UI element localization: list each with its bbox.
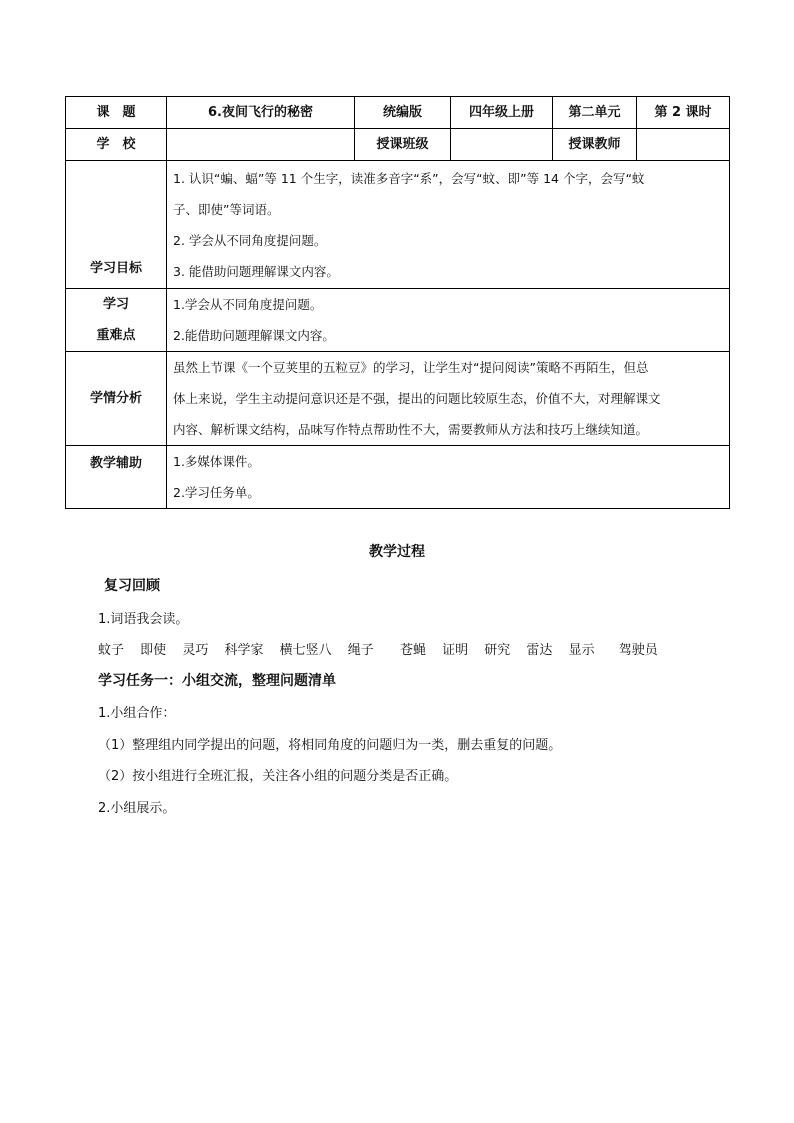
lesson-title: 6.夜间飞行的秘密 xyxy=(167,97,355,129)
class-value xyxy=(451,129,553,161)
class-label: 授课班级 xyxy=(355,129,451,161)
task1-sub1: （1）整理组内同学提出的问题，将相同角度的问题归为一类，删去重复的问题。 xyxy=(98,738,562,753)
unit: 第二单元 xyxy=(553,97,637,129)
aids-label: 教学辅助 xyxy=(66,446,167,509)
word: 蚊子 xyxy=(98,643,125,658)
key-points-content xyxy=(167,289,730,352)
word: 绳子 xyxy=(347,643,374,658)
aid-line: 1.多媒体课件。 xyxy=(173,454,260,469)
objective-line: 1. 认识“蝙、蝠”等 11 个生字，读准多音字“系”，会写“蚊、即”等 14 个字，会写“蚊 xyxy=(173,170,645,186)
word: 研究 xyxy=(484,643,511,658)
word: 灵巧 xyxy=(182,643,209,658)
period: 第 2 课时 xyxy=(637,97,730,129)
aids-row xyxy=(66,446,730,509)
word: 横七竖八 xyxy=(279,643,332,658)
edition: 统编版 xyxy=(355,97,451,129)
word: 雷达 xyxy=(526,643,553,658)
aid-line: 2.学习任务单。 xyxy=(173,485,260,500)
school-value xyxy=(167,129,355,161)
school-label: 学 校 xyxy=(66,129,167,161)
objectives-content xyxy=(167,161,730,289)
analysis-content xyxy=(167,352,730,446)
word: 苍蝇 xyxy=(399,643,426,658)
objective-line: 2. 学会从不同角度提问题。 xyxy=(173,232,327,248)
word: 驾驶员 xyxy=(618,643,658,658)
teacher-value xyxy=(637,129,730,161)
analysis-line: 内容、解析课文结构，品味写作特点帮助性不大，需要教师从方法和技巧上继续知道。 xyxy=(173,422,649,437)
header-row xyxy=(66,97,730,129)
process-title: 教学过程 xyxy=(369,544,425,560)
word-list xyxy=(98,639,670,658)
analysis-label: 学情分析 xyxy=(66,352,167,446)
aids-content xyxy=(167,446,730,509)
key-point-line: 1.学会从不同角度提问题。 xyxy=(173,297,323,312)
analysis-line: 体上来说，学生主动提问意识还是不强，提出的问题比较原生态，价值不大，对理解课文 xyxy=(173,391,661,406)
objectives-row xyxy=(66,161,730,289)
key-points-label-line2: 重难点 xyxy=(96,328,136,343)
review-item: 1.词语我会读。 xyxy=(98,612,189,627)
analysis-line: 虽然上节课《一个豆荚里的五粒豆》的学习，让学生对“提问阅读”策略不再陌生，但总 xyxy=(173,360,649,375)
task1-item1: 1.小组合作： xyxy=(98,706,176,721)
key-point-line: 2.能借助问题理解课文内容。 xyxy=(173,328,335,343)
lesson-plan-table xyxy=(65,96,730,509)
school-row xyxy=(66,129,730,161)
key-points-label xyxy=(66,289,167,352)
objectives-label: 学习目标 xyxy=(66,161,167,289)
task1-heading: 学习任务一：小组交流，整理问题清单 xyxy=(98,673,336,689)
word: 即使 xyxy=(140,643,167,658)
word: 证明 xyxy=(442,643,469,658)
task1-item2: 2.小组展示。 xyxy=(98,801,176,816)
word: 显示 xyxy=(568,643,595,658)
review-heading: 复习回顾 xyxy=(104,578,160,594)
word: 科学家 xyxy=(224,643,264,658)
objective-line: 子、即使”等词语。 xyxy=(173,201,280,217)
key-points-row xyxy=(66,289,730,352)
analysis-row xyxy=(66,352,730,446)
grade: 四年级上册 xyxy=(451,97,553,129)
task1-sub2: （2）按小组进行全班汇报，关注各小组的问题分类是否正确。 xyxy=(98,769,458,784)
key-points-label-line1: 学习 xyxy=(102,297,129,312)
teacher-label: 授课教师 xyxy=(553,129,637,161)
lesson-label: 课 题 xyxy=(66,97,167,129)
objective-line: 3. 能借助问题理解课文内容。 xyxy=(173,263,339,279)
